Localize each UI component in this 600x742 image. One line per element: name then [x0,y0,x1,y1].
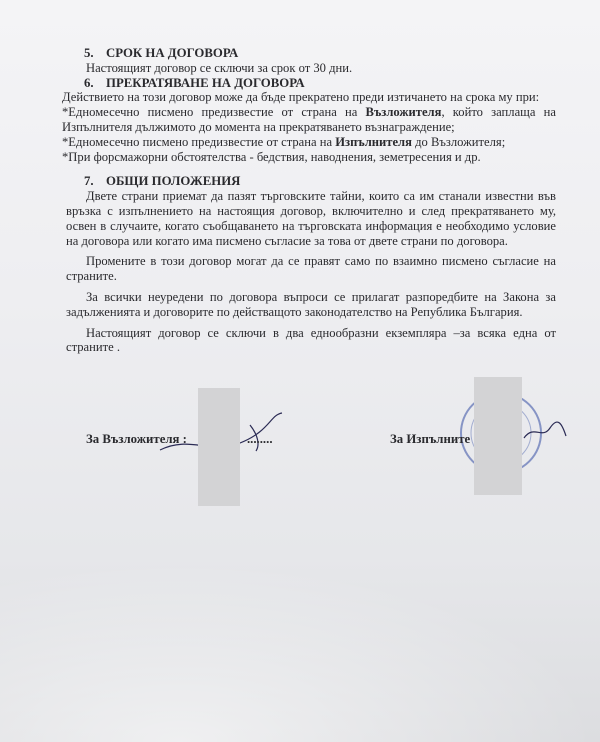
section-5-number: 5. [84,46,94,60]
section-6-heading [66,76,556,91]
section-6-intro: Действието на този договор може да бъде прекратено преди изтичането на срока му при: [62,90,540,105]
section-7-number: 7. [84,174,94,189]
section-6-item-2-bold: Изпълнителя [335,134,412,149]
section-5-heading [66,46,556,61]
section-5-title: СРОК НА ДОГОВОРА [106,46,239,60]
section-5-text: Настоящият договор се сключи за срок от 30 дни. [86,60,353,75]
section-7-paragraph-3: За всички неуредени по договора въпроси се прилагат разпоредбите на Закона за задълженията и договорите по действащото законодателство на Република България. [66,289,556,319]
section-6-item-1-bold: Възложителя [365,105,442,120]
section-6-item-1-pre: *Едномесечно писмено предизвестие от страна на [62,105,366,120]
section-7-paragraph-1: Двете страни приемат да пазят търговските тайни, които са им станали известни във връзка с изпълнението на настоящия договор, включително и след прекратяването му, освен в случаите, когато съобщаването на търговската информация е необходимо условие на договора или когато има писмено съгласие за това от двете страни по договора. [66,189,556,248]
contractor-signature-label: За Изпълните [390,432,471,446]
photo-glare [0,560,600,742]
section-7-heading [66,174,556,189]
section-6-item-2 [62,135,556,150]
customer-signature-label: За Възложителя : [86,432,187,446]
section-6-item-1-post: , който заплаща на Изпълнителя дължимото до момента на прекратяването възнаграждение; [62,105,556,134]
section-6-number: 6. [84,75,94,90]
section-7-title: ОБЩИ ПОЛОЖЕНИЯ [106,174,241,189]
redaction-block-right [474,377,522,495]
section-7-paragraph-2: Промените в този договор могат да се правят само по взаимно писмено съгласие на страните. [66,254,556,284]
section-6-item-3: *При форсмажорни обстоятелства - бедствия, наводнения, земетресения и др. [62,149,481,164]
redaction-block-left [198,388,240,506]
section-6-item-1 [62,105,556,135]
section-7-paragraph-4: Настоящият договор се сключи в два еднообразни екземпляра –за всяка една от страните . [66,325,556,355]
customer-signature-dots: ........ [246,432,273,446]
section-6-title: ПРЕКРАТЯВАНЕ НА ДОГОВОРА [106,75,305,90]
document-body [62,46,556,355]
section-6-item-2-post: до Възложителя; [411,134,506,149]
customer-signature-line [86,432,273,447]
section-6-item-2-pre: *Едномесечно писмено предизвестие от страна на [62,134,336,149]
